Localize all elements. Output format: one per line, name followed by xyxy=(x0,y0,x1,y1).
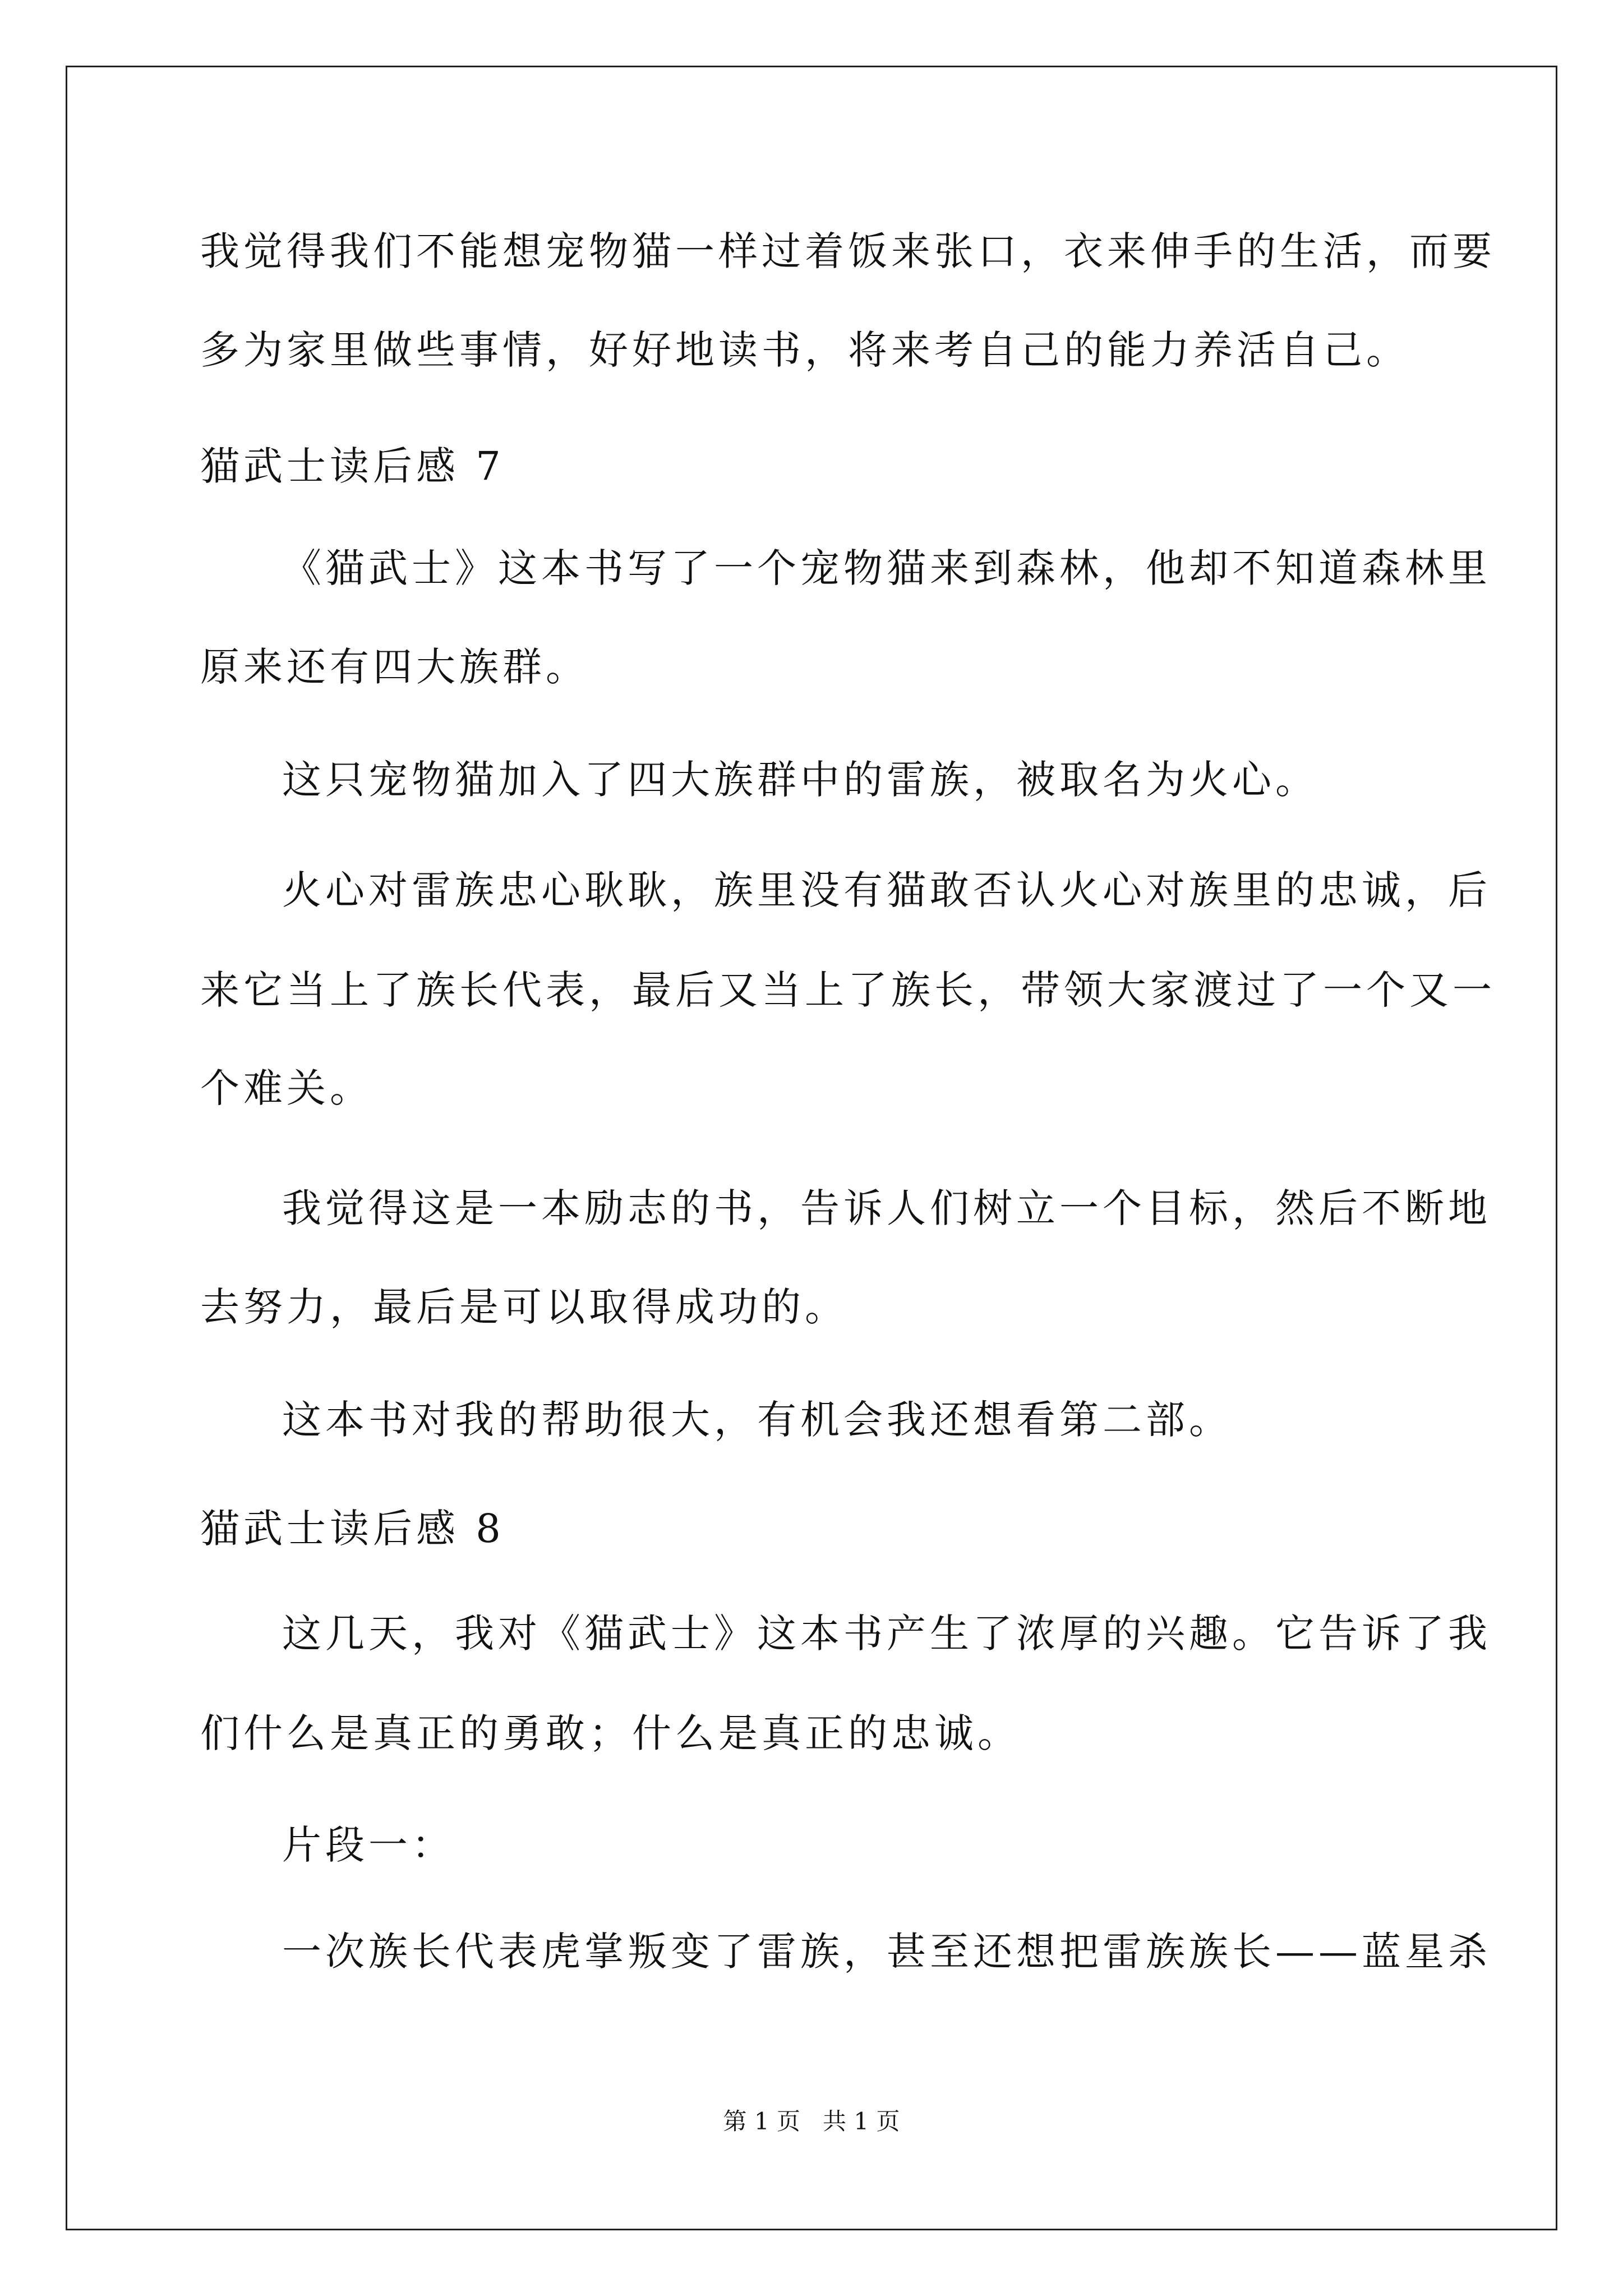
paragraph-line: 去努力，最后是可以取得成功的。 xyxy=(200,1284,848,1330)
page-border xyxy=(66,66,1557,2230)
paragraph-line: 来它当上了族长代表，最后又当上了族长，带领大家渡过了一个又一 xyxy=(200,967,1496,1013)
paragraph-line: 多为家里做些事情，好好地读书，将来考自己的能力养活自己。 xyxy=(200,327,1409,373)
page-footer: 第 1 页 共 1 页 xyxy=(723,2108,900,2135)
paragraph-line: 片段一： xyxy=(282,1822,455,1868)
paragraph-line: 个难关。 xyxy=(200,1065,373,1111)
paragraph-line: 我觉得这是一本励志的书，告诉人们树立一个目标，然后不断地 xyxy=(282,1185,1491,1231)
paragraph-line: 原来还有四大族群。 xyxy=(200,644,589,690)
paragraph-line: 《猫武士》这本书写了一个宠物猫来到森林，他却不知道森林里 xyxy=(282,545,1491,591)
paragraph-line: 火心对雷族忠心耿耿，族里没有猫敢否认火心对族里的忠诚，后 xyxy=(282,867,1491,913)
paragraph-line: 这几天，我对《猫武士》这本书产生了浓厚的兴趣。它告诉了我 xyxy=(282,1611,1491,1657)
section-heading: 猫武士读后感 8 xyxy=(200,1506,505,1552)
paragraph-line: 这本书对我的帮助很大，有机会我还想看第二部。 xyxy=(282,1397,1232,1443)
paragraph-line: 我觉得我们不能想宠物猫一样过着饭来张口，衣来伸手的生活，而要 xyxy=(200,228,1496,274)
paragraph-line: 一次族长代表虎掌叛变了雷族，甚至还想把雷族族长——蓝星杀 xyxy=(282,1929,1491,1975)
section-heading: 猫武士读后感 7 xyxy=(200,443,505,489)
paragraph-line: 们什么是真正的勇敢；什么是真正的忠诚。 xyxy=(200,1710,1021,1756)
paragraph-line: 这只宠物猫加入了四大族群中的雷族，被取名为火心。 xyxy=(282,757,1318,803)
